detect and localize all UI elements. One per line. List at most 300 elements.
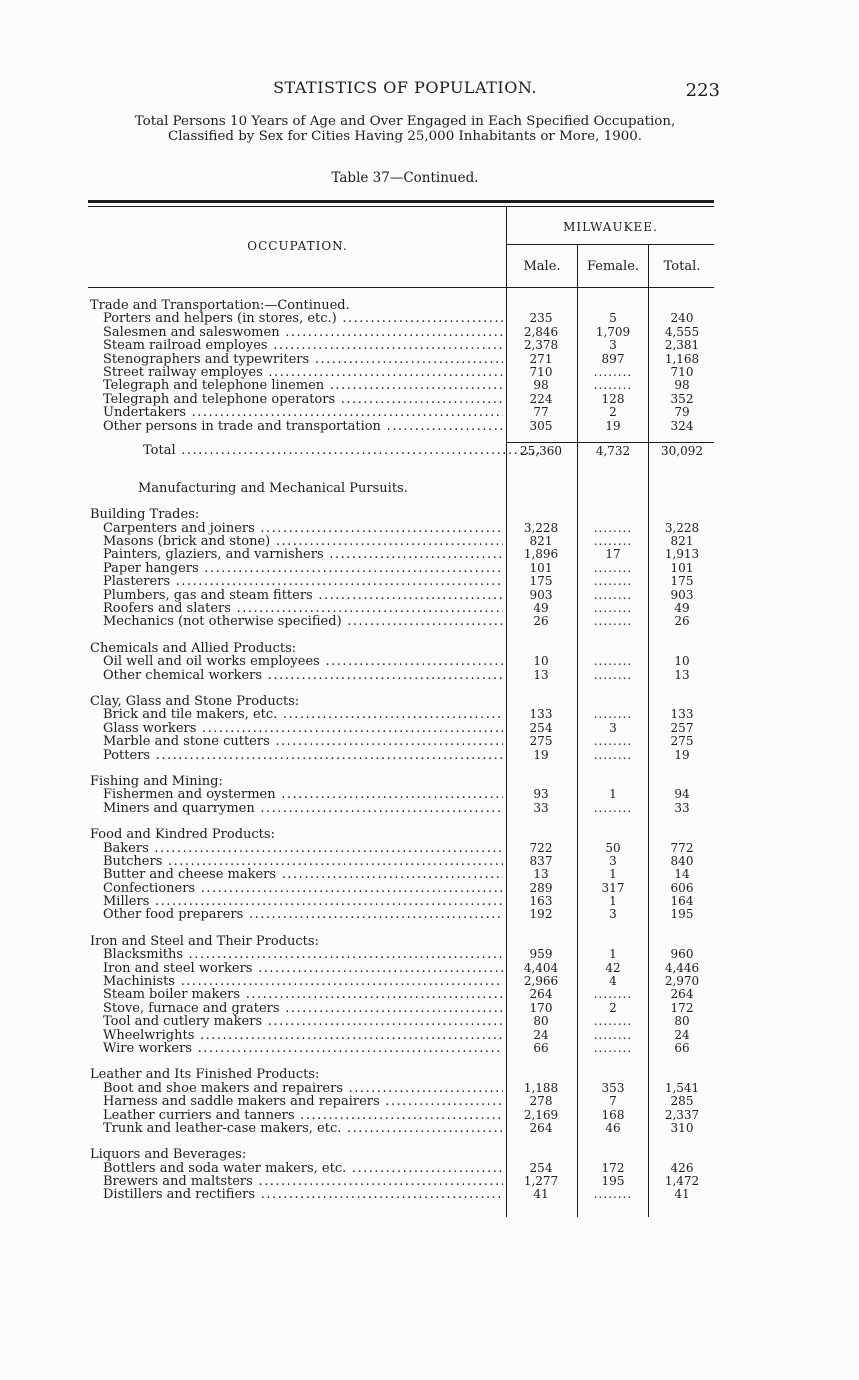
occupation-label-text: Telegraph and telephone linemen bbox=[103, 379, 325, 393]
occupation-label-text: Wheelwrights bbox=[103, 1028, 195, 1042]
female-value: 353 bbox=[601, 1080, 625, 1095]
male-value: 19 bbox=[533, 747, 549, 762]
male-value: 133 bbox=[529, 707, 553, 722]
male-value: 271 bbox=[529, 351, 553, 366]
total-value: 1,541 bbox=[664, 1080, 700, 1095]
total-value: 94 bbox=[674, 787, 690, 802]
occupation-label-text: Millers bbox=[103, 895, 150, 909]
female-value: 4 bbox=[609, 974, 617, 989]
male-value: 13 bbox=[533, 867, 549, 882]
male-value: 77 bbox=[533, 405, 549, 420]
total-rule bbox=[507, 442, 714, 443]
leader-dots bbox=[253, 1175, 503, 1188]
male-value: 10 bbox=[533, 654, 549, 669]
total-value: 49 bbox=[674, 601, 690, 616]
male-value: 235 bbox=[529, 311, 553, 326]
blank-cell: ........ bbox=[593, 587, 633, 602]
occupation-label bbox=[103, 749, 503, 762]
blank-cell: ........ bbox=[593, 654, 633, 669]
occupation-label-text: Trunk and leather-case makers, etc. bbox=[103, 1121, 342, 1136]
occupation-label bbox=[103, 1029, 503, 1042]
occupation-label bbox=[103, 589, 503, 602]
table-row bbox=[0, 535, 859, 548]
male-value: 722 bbox=[529, 840, 553, 855]
total-value: 164 bbox=[670, 894, 694, 909]
blank-cell: ........ bbox=[593, 707, 633, 722]
male-value: 98 bbox=[533, 378, 549, 393]
total-value: 4,446 bbox=[664, 960, 700, 975]
female-value: 195 bbox=[601, 1174, 625, 1189]
table-row bbox=[0, 326, 859, 339]
blank-cell: ........ bbox=[593, 614, 633, 629]
leader-dots bbox=[381, 420, 503, 433]
female-value: 46 bbox=[605, 1120, 621, 1135]
occupation-label-text: Other persons in trade and transportation bbox=[103, 419, 381, 433]
table-row bbox=[0, 749, 859, 762]
occupation-label bbox=[103, 708, 503, 721]
male-value: 278 bbox=[529, 1094, 553, 1109]
occupation-label-text: Blacksmiths bbox=[103, 948, 184, 962]
section-heading-row bbox=[0, 775, 859, 788]
blank-cell: ........ bbox=[593, 1027, 633, 1042]
occupation-label-text: Stenographers and typewriters bbox=[103, 352, 310, 366]
occupation-label bbox=[90, 1068, 490, 1081]
occupation-label-text: Iron and Steel and Their Products: bbox=[90, 933, 319, 949]
female-value: 3 bbox=[609, 338, 617, 353]
caption-line-2: Classified by Sex for Cities Having 25,000 Inhabitants or More, 1900. bbox=[167, 129, 643, 144]
male-value: 289 bbox=[529, 880, 553, 895]
occupation-label-text: Potters bbox=[103, 748, 151, 762]
occupation-label-text: Tool and cutlery makers bbox=[103, 1015, 263, 1029]
occupation-label-text: Food and Kindred Products: bbox=[90, 827, 275, 843]
section-heading-row bbox=[0, 1068, 859, 1081]
occupation-label-text: Street railway employes bbox=[103, 365, 263, 380]
male-value: 275 bbox=[529, 734, 553, 749]
male-value: 2,169 bbox=[523, 1107, 559, 1122]
occupation-label bbox=[90, 1148, 490, 1161]
total-value: 41 bbox=[674, 1187, 690, 1202]
occupation-label bbox=[103, 962, 503, 975]
blank-cell: ........ bbox=[593, 1040, 633, 1055]
female-value: 42 bbox=[605, 960, 621, 975]
total-value: 175 bbox=[670, 574, 694, 589]
table-row bbox=[0, 1042, 859, 1055]
table-row bbox=[0, 1162, 859, 1175]
occupation-label-text: Salesmen and saleswomen bbox=[103, 325, 280, 340]
total-value: 264 bbox=[670, 987, 694, 1002]
male-value: 2,846 bbox=[523, 324, 559, 339]
total-value: 4,555 bbox=[664, 324, 700, 339]
female-column-header: Female. bbox=[586, 259, 640, 274]
table-row bbox=[0, 908, 859, 921]
blank-cell: ........ bbox=[593, 574, 633, 589]
division-heading-row bbox=[0, 482, 859, 495]
male-value: 24 bbox=[533, 1027, 549, 1042]
leader-dots bbox=[268, 339, 503, 352]
occupation-label-text: Liquors and Beverages: bbox=[90, 1147, 247, 1163]
male-value: 264 bbox=[529, 987, 553, 1002]
total-value: 14 bbox=[674, 867, 690, 882]
male-value: 101 bbox=[529, 560, 553, 575]
table-row bbox=[0, 722, 859, 735]
total-value: 80 bbox=[674, 1014, 690, 1029]
table-row bbox=[0, 669, 859, 682]
blank-cell: ........ bbox=[593, 378, 633, 393]
total-value: 19 bbox=[674, 747, 690, 762]
total-value: 33 bbox=[674, 800, 690, 815]
occupation-label-text: Brick and tile makers, etc. bbox=[103, 708, 278, 722]
female-value: 1,709 bbox=[595, 324, 631, 339]
occupation-label bbox=[103, 669, 503, 682]
occupation-label-text: Steam railroad employes bbox=[103, 339, 268, 353]
occupation-label-text: Glass workers bbox=[103, 721, 197, 736]
leader-dots bbox=[270, 535, 503, 548]
total-value: 840 bbox=[670, 853, 694, 868]
total-value: 1,168 bbox=[664, 351, 700, 366]
table-row bbox=[0, 1029, 859, 1042]
table-row bbox=[0, 962, 859, 975]
occupation-label bbox=[103, 855, 503, 868]
leader-dots bbox=[192, 1042, 503, 1055]
occupation-label-text: Stove, furnace and graters bbox=[103, 1001, 280, 1016]
total-value: 10 bbox=[674, 654, 690, 669]
blank-cell: ........ bbox=[593, 520, 633, 535]
male-value: 305 bbox=[529, 418, 553, 433]
table-title: Table 37—Continued. bbox=[331, 170, 479, 186]
total-value: 172 bbox=[670, 1000, 694, 1015]
table-body bbox=[0, 299, 859, 1202]
section-heading-row bbox=[0, 508, 859, 521]
occupation-label bbox=[103, 895, 503, 908]
table-row bbox=[0, 1109, 859, 1122]
occupation-label bbox=[103, 1175, 503, 1188]
leader-dots bbox=[195, 882, 503, 895]
occupation-label bbox=[103, 366, 503, 379]
total-value: 960 bbox=[670, 947, 694, 962]
occupation-label-text: Manufacturing and Mechanical Pursuits. bbox=[138, 480, 408, 496]
occupation-label bbox=[103, 406, 503, 419]
table-row bbox=[0, 1082, 859, 1095]
total-value: 2,337 bbox=[664, 1107, 700, 1122]
occupation-label-text: Plumbers, gas and steam fitters bbox=[103, 588, 313, 603]
total-value: 2,970 bbox=[664, 974, 700, 989]
table-row bbox=[0, 855, 859, 868]
table-row bbox=[0, 366, 859, 379]
male-value: 837 bbox=[529, 853, 553, 868]
leader-dots bbox=[341, 1122, 503, 1135]
occupation-label bbox=[90, 642, 490, 655]
total-value: 24 bbox=[674, 1027, 690, 1042]
total-value: 1,913 bbox=[664, 547, 700, 562]
occupation-label bbox=[103, 312, 503, 325]
occupation-label-text: Leather curriers and tanners bbox=[103, 1108, 295, 1122]
occupation-label bbox=[103, 868, 503, 881]
male-value: 254 bbox=[529, 720, 553, 735]
occupation-label-text: Porters and helpers (in stores, etc.) bbox=[103, 312, 337, 326]
occupation-label bbox=[103, 1082, 503, 1095]
leader-dots bbox=[240, 988, 503, 1001]
blank-cell: ........ bbox=[593, 667, 633, 682]
occupation-label bbox=[103, 722, 503, 735]
total-value: 772 bbox=[670, 840, 694, 855]
male-column-header: Male. bbox=[523, 259, 561, 274]
male-value: 26 bbox=[533, 614, 549, 629]
occupation-label-text: Machinists bbox=[103, 975, 175, 989]
total-value: 285 bbox=[670, 1094, 694, 1109]
table-row bbox=[0, 420, 859, 433]
occupation-label bbox=[103, 562, 503, 575]
table-row bbox=[0, 602, 859, 615]
occupation-label-text: Masons (brick and stone) bbox=[103, 535, 271, 549]
occupation-label bbox=[103, 326, 503, 339]
occupation-label-text: Boot and shoe makers and repairers bbox=[103, 1081, 344, 1096]
leader-dots bbox=[255, 802, 503, 815]
total-value: 101 bbox=[670, 560, 694, 575]
blank-cell: ........ bbox=[593, 560, 633, 575]
blank-cell: ........ bbox=[593, 747, 633, 762]
occupation-label-text: Fishermen and oystermen bbox=[103, 788, 276, 802]
total-row bbox=[0, 433, 859, 469]
table-row bbox=[0, 948, 859, 961]
leader-dots bbox=[150, 749, 503, 762]
table-row bbox=[0, 655, 859, 668]
male-value: 959 bbox=[529, 947, 553, 962]
leader-dots bbox=[324, 548, 503, 561]
table-row bbox=[0, 589, 859, 602]
top-rule bbox=[88, 200, 714, 203]
female-value: 168 bbox=[601, 1107, 625, 1122]
female-value: 1 bbox=[609, 867, 617, 882]
occupation-label bbox=[103, 535, 503, 548]
female-value: 17 bbox=[605, 547, 621, 562]
occupation-column-header: OCCUPATION. bbox=[247, 239, 348, 253]
table-row bbox=[0, 1188, 859, 1201]
occupation-label bbox=[103, 735, 503, 748]
total-value: 275 bbox=[670, 734, 694, 749]
male-value: 33 bbox=[533, 800, 549, 815]
leader-dots bbox=[255, 1188, 503, 1201]
table-row bbox=[0, 975, 859, 988]
occupation-label-text: Wire workers bbox=[103, 1041, 192, 1056]
occupation-label bbox=[103, 1042, 503, 1055]
occupation-label bbox=[103, 1002, 503, 1015]
table-row bbox=[0, 615, 859, 628]
blank-cell: ........ bbox=[593, 987, 633, 1002]
leader-dots bbox=[295, 1109, 503, 1122]
total-value: 821 bbox=[670, 534, 694, 549]
occupation-label bbox=[103, 975, 503, 988]
total-value: 26 bbox=[674, 614, 690, 629]
male-value: 1,896 bbox=[523, 547, 559, 562]
occupation-label-text: Butter and cheese makers bbox=[103, 868, 277, 882]
blank-cell: ........ bbox=[593, 534, 633, 549]
occupation-label bbox=[103, 1095, 503, 1108]
table-row bbox=[0, 1175, 859, 1188]
occupation-label-text: Iron and steel workers bbox=[103, 961, 253, 976]
leader-dots bbox=[320, 655, 503, 668]
leader-dots bbox=[194, 1029, 503, 1042]
total-value: 310 bbox=[670, 1120, 694, 1135]
occupation-label-text: Confectioners bbox=[103, 881, 196, 896]
occupation-label bbox=[103, 602, 503, 615]
leader-dots bbox=[335, 393, 503, 406]
occupation-label-text: Clay, Glass and Stone Products: bbox=[90, 693, 300, 709]
occupation-label bbox=[103, 948, 503, 961]
leader-dots bbox=[149, 842, 503, 855]
occupation-label-text: Steam boiler makers bbox=[103, 988, 241, 1002]
leader-dots bbox=[175, 975, 503, 988]
occupation-label bbox=[103, 655, 503, 668]
total-value: 98 bbox=[674, 378, 690, 393]
occupation-label bbox=[103, 548, 503, 561]
total-value: 903 bbox=[670, 587, 694, 602]
occupation-label bbox=[103, 802, 503, 815]
occupation-label bbox=[90, 508, 490, 521]
page-title: STATISTICS OF POPULATION. bbox=[273, 78, 537, 97]
female-value: 19 bbox=[605, 418, 621, 433]
total-value: 3,228 bbox=[664, 520, 700, 535]
male-value: 3,228 bbox=[523, 520, 559, 535]
total-value: 240 bbox=[670, 311, 694, 326]
female-value: 1 bbox=[609, 894, 617, 909]
leader-dots bbox=[149, 895, 503, 908]
blank-cell: ........ bbox=[593, 800, 633, 815]
occupation-label bbox=[90, 828, 490, 841]
occupation-label bbox=[103, 1162, 503, 1175]
table-row bbox=[0, 1015, 859, 1028]
occupation-label-text: Roofers and slaters bbox=[103, 602, 231, 616]
table-row bbox=[0, 1095, 859, 1108]
occupation-label bbox=[103, 420, 503, 433]
total-value: 195 bbox=[670, 907, 694, 922]
occupation-label bbox=[103, 393, 503, 406]
female-value: 50 bbox=[605, 840, 621, 855]
table-row bbox=[0, 379, 859, 392]
leader-dots bbox=[337, 312, 503, 325]
occupation-label bbox=[103, 353, 503, 366]
leader-dots bbox=[162, 855, 503, 868]
male-value: 192 bbox=[529, 907, 553, 922]
leader-dots bbox=[183, 948, 503, 961]
occupation-label bbox=[90, 695, 490, 708]
table-row bbox=[0, 868, 859, 881]
leader-dots bbox=[170, 575, 503, 588]
table-row bbox=[0, 708, 859, 721]
leader-dots bbox=[199, 562, 503, 575]
row-spacer bbox=[0, 469, 859, 482]
occupation-label bbox=[103, 615, 503, 628]
table-row bbox=[0, 548, 859, 561]
occupation-label-text: Distillers and rectifiers bbox=[103, 1188, 256, 1202]
occupation-label-text: Fishing and Mining: bbox=[90, 773, 223, 789]
total-value: 79 bbox=[674, 405, 690, 420]
table-row bbox=[0, 895, 859, 908]
total-value: 13 bbox=[674, 667, 690, 682]
occupation-label-text: Other food preparers bbox=[103, 908, 244, 922]
leader-dots bbox=[262, 669, 503, 682]
table-row bbox=[0, 842, 859, 855]
blank-cell: ........ bbox=[593, 601, 633, 616]
table-row bbox=[0, 1122, 859, 1135]
female-value: 3 bbox=[609, 853, 617, 868]
occupation-label-text: Brewers and maltsters bbox=[103, 1175, 253, 1189]
occupation-label-text: Building Trades: bbox=[90, 507, 200, 523]
total-value: 133 bbox=[670, 707, 694, 722]
male-value: 821 bbox=[529, 534, 553, 549]
page-number: 223 bbox=[685, 80, 720, 101]
occupation-label bbox=[103, 575, 503, 588]
leader-dots bbox=[346, 1162, 503, 1175]
male-value: 903 bbox=[529, 587, 553, 602]
city-column-header: MILWAUKEE. bbox=[563, 220, 658, 234]
male-value: 264 bbox=[529, 1120, 553, 1135]
occupation-label-text: Marble and stone cutters bbox=[103, 735, 270, 749]
total-value: 30,092 bbox=[661, 443, 703, 458]
occupation-label bbox=[103, 1122, 503, 1135]
female-value: 2 bbox=[609, 405, 617, 420]
occupation-label bbox=[103, 908, 503, 921]
female-value: 897 bbox=[601, 351, 625, 366]
occupation-label bbox=[103, 522, 503, 535]
female-value: 172 bbox=[601, 1160, 625, 1175]
occupation-label-text: Leather and Its Finished Products: bbox=[90, 1067, 320, 1083]
table-row bbox=[0, 312, 859, 325]
occupation-label bbox=[103, 988, 503, 1001]
leader-dots bbox=[280, 326, 503, 339]
occupation-label bbox=[90, 299, 490, 312]
occupation-label bbox=[103, 379, 503, 392]
city-header-rule bbox=[507, 244, 714, 245]
male-value: 163 bbox=[529, 894, 553, 909]
occupation-label bbox=[103, 1188, 503, 1201]
leader-dots bbox=[324, 379, 503, 392]
male-value: 4,404 bbox=[523, 960, 559, 975]
male-value: 41 bbox=[533, 1187, 549, 1202]
leader-dots bbox=[176, 443, 543, 458]
leader-dots bbox=[252, 962, 503, 975]
male-value: 224 bbox=[529, 391, 553, 406]
leader-dots bbox=[231, 602, 503, 615]
table-row bbox=[0, 406, 859, 419]
table-row bbox=[0, 522, 859, 535]
table-row bbox=[0, 802, 859, 815]
occupation-label bbox=[103, 1109, 503, 1122]
occupation-label-text: Bottlers and soda water makers, etc. bbox=[103, 1161, 347, 1176]
occupation-label-text: Paper hangers bbox=[103, 561, 199, 576]
occupation-label-text: Harness and saddle makers and repairers bbox=[103, 1095, 380, 1109]
leader-dots bbox=[277, 708, 503, 721]
female-value: 7 bbox=[609, 1094, 617, 1109]
occupation-label bbox=[103, 788, 503, 801]
male-value: 2,378 bbox=[523, 338, 559, 353]
occupation-label bbox=[103, 1015, 503, 1028]
occupation-label-text: Bakers bbox=[103, 841, 149, 855]
leader-dots bbox=[342, 615, 503, 628]
female-value: 4,732 bbox=[595, 443, 631, 458]
header-bottom-rule bbox=[88, 287, 714, 288]
blank-cell: ........ bbox=[593, 734, 633, 749]
leader-dots bbox=[196, 722, 503, 735]
male-value: 13 bbox=[533, 667, 549, 682]
table-row bbox=[0, 788, 859, 801]
total-value: 66 bbox=[674, 1040, 690, 1055]
section-heading-row bbox=[0, 828, 859, 841]
table-row bbox=[0, 735, 859, 748]
occupation-label bbox=[143, 433, 543, 469]
occupation-label bbox=[90, 775, 490, 788]
female-value: 2 bbox=[609, 1000, 617, 1015]
blank-cell: ........ bbox=[593, 1187, 633, 1202]
